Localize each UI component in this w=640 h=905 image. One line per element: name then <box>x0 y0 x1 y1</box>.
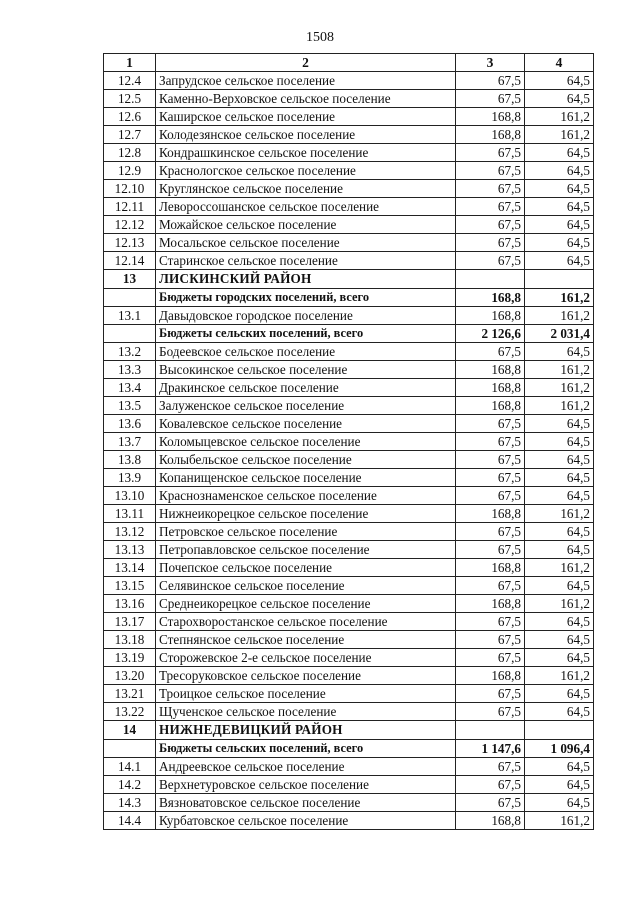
table-row <box>104 703 594 721</box>
row-number-cell: 13.6 <box>104 415 156 433</box>
value-col4-cell: 64,5 <box>525 487 594 505</box>
value-col3-cell: 67,5 <box>456 613 525 631</box>
value-col3-cell: 67,5 <box>456 631 525 649</box>
row-number-cell: 14.1 <box>104 758 156 776</box>
row-number-cell: 13.13 <box>104 541 156 559</box>
settlement-name-cell: Бодеевское сельское поселение <box>156 343 456 361</box>
value-col4-cell: 64,5 <box>525 415 594 433</box>
value-col3-cell: 168,8 <box>456 379 525 397</box>
row-number-cell: 13.19 <box>104 649 156 667</box>
row-number-cell: 13.11 <box>104 505 156 523</box>
table-row <box>104 577 594 595</box>
row-number-cell: 13.20 <box>104 667 156 685</box>
settlement-name-cell: Дракинское сельское поселение <box>156 379 456 397</box>
settlement-name-cell: Давыдовское городское поселение <box>156 307 456 325</box>
value-col3-cell: 67,5 <box>456 451 525 469</box>
settlement-name-cell: НИЖНЕДЕВИЦКИЙ РАЙОН <box>156 721 456 740</box>
table-row <box>104 649 594 667</box>
table-row <box>104 307 594 325</box>
table-row <box>104 613 594 631</box>
value-col3-cell: 168,8 <box>456 559 525 577</box>
value-col3-cell: 168,8 <box>456 812 525 830</box>
table-row <box>104 343 594 361</box>
settlement-name-cell: Коломыцевское сельское поселение <box>156 433 456 451</box>
settlement-name-cell: Старохворостанское сельское поселение <box>156 613 456 631</box>
subtotal-row <box>104 289 594 307</box>
value-col3-cell: 1 147,6 <box>456 740 525 758</box>
budget-table <box>103 53 594 830</box>
settlement-name-cell: Копанищенское сельское поселение <box>156 469 456 487</box>
value-col3-cell: 67,5 <box>456 703 525 721</box>
table-row <box>104 433 594 451</box>
table-row <box>104 252 594 270</box>
row-number-cell: 14.2 <box>104 776 156 794</box>
settlement-name-cell: Залуженское сельское поселение <box>156 397 456 415</box>
value-col4-cell: 64,5 <box>525 234 594 252</box>
value-col3-cell: 67,5 <box>456 487 525 505</box>
value-col3-cell: 67,5 <box>456 216 525 234</box>
table-row <box>104 631 594 649</box>
table-row <box>104 198 594 216</box>
table-row <box>104 812 594 830</box>
settlement-name-cell: ЛИСКИНСКИЙ РАЙОН <box>156 270 456 289</box>
table-row <box>104 523 594 541</box>
value-col4-cell: 64,5 <box>525 523 594 541</box>
settlement-name-cell: Степнянское сельское поселение <box>156 631 456 649</box>
table-row <box>104 541 594 559</box>
settlement-name-cell: Сторожевское 2-е сельское поселение <box>156 649 456 667</box>
value-col4-cell: 161,2 <box>525 667 594 685</box>
value-col4-cell: 161,2 <box>525 108 594 126</box>
value-col4-cell: 161,2 <box>525 812 594 830</box>
value-col3-cell <box>456 721 525 740</box>
table-row <box>104 451 594 469</box>
row-number-cell: 13.12 <box>104 523 156 541</box>
value-col4-cell: 64,5 <box>525 252 594 270</box>
settlement-name-cell: Бюджеты сельских поселений, всего <box>156 325 456 343</box>
settlement-name-cell: Высокинское сельское поселение <box>156 361 456 379</box>
value-col3-cell: 168,8 <box>456 397 525 415</box>
value-col3-cell: 67,5 <box>456 343 525 361</box>
value-col4-cell: 161,2 <box>525 559 594 577</box>
value-col3-cell: 67,5 <box>456 433 525 451</box>
settlement-name-cell: Колодезянское сельское поселение <box>156 126 456 144</box>
value-col3-cell: 67,5 <box>456 162 525 180</box>
page-number: 1508 <box>306 30 334 45</box>
row-number-cell: 13.17 <box>104 613 156 631</box>
table-row <box>104 559 594 577</box>
settlement-name-cell: Колыбельское сельское поселение <box>156 451 456 469</box>
settlement-name-cell: Краснознаменское сельское поселение <box>156 487 456 505</box>
row-number-cell: 12.12 <box>104 216 156 234</box>
value-col4-cell: 64,5 <box>525 343 594 361</box>
value-col3-cell: 67,5 <box>456 469 525 487</box>
row-number-cell: 13.1 <box>104 307 156 325</box>
table-row <box>104 180 594 198</box>
settlement-name-cell: Можайское сельское поселение <box>156 216 456 234</box>
value-col4-cell <box>525 721 594 740</box>
value-col3-cell: 67,5 <box>456 72 525 90</box>
value-col4-cell: 64,5 <box>525 541 594 559</box>
table-row <box>104 361 594 379</box>
table-row <box>104 469 594 487</box>
district-header-row <box>104 270 594 289</box>
settlement-name-cell: Мосальское сельское поселение <box>156 234 456 252</box>
value-col4-cell: 64,5 <box>525 433 594 451</box>
row-number-cell: 12.8 <box>104 144 156 162</box>
value-col3-cell: 67,5 <box>456 776 525 794</box>
settlement-name-cell: Вязноватовское сельское поселение <box>156 794 456 812</box>
value-col4-cell <box>525 270 594 289</box>
row-number-cell: 13.2 <box>104 343 156 361</box>
row-number-cell <box>104 740 156 758</box>
settlement-name-cell: Старинское сельское поселение <box>156 252 456 270</box>
value-col4-cell: 2 031,4 <box>525 325 594 343</box>
value-col4-cell: 161,2 <box>525 379 594 397</box>
settlement-name-cell: Андреевское сельское поселение <box>156 758 456 776</box>
value-col4-cell: 64,5 <box>525 144 594 162</box>
value-col4-cell: 161,2 <box>525 289 594 307</box>
table-row <box>104 415 594 433</box>
value-col3-cell: 67,5 <box>456 252 525 270</box>
table-row <box>104 667 594 685</box>
row-number-cell: 13.5 <box>104 397 156 415</box>
value-col4-cell: 64,5 <box>525 451 594 469</box>
value-col4-cell: 1 096,4 <box>525 740 594 758</box>
row-number-cell: 12.5 <box>104 90 156 108</box>
value-col4-cell: 64,5 <box>525 649 594 667</box>
row-number-cell <box>104 289 156 307</box>
row-number-cell: 13.22 <box>104 703 156 721</box>
value-col3-cell: 168,8 <box>456 289 525 307</box>
settlement-name-cell: Левороссошанское сельское поселение <box>156 198 456 216</box>
settlement-name-cell: Бюджеты городских поселений, всего <box>156 289 456 307</box>
row-number-cell: 12.14 <box>104 252 156 270</box>
settlement-name-cell: Петропавловское сельское поселение <box>156 541 456 559</box>
table-row <box>104 776 594 794</box>
settlement-name-cell: Петровское сельское поселение <box>156 523 456 541</box>
value-col4-cell: 64,5 <box>525 758 594 776</box>
row-number-cell: 13.10 <box>104 487 156 505</box>
row-number-cell: 14 <box>104 721 156 740</box>
value-col4-cell: 64,5 <box>525 685 594 703</box>
column-header-4: 4 <box>525 54 594 72</box>
row-number-cell: 13.16 <box>104 595 156 613</box>
row-number-cell: 12.6 <box>104 108 156 126</box>
value-col4-cell: 161,2 <box>525 126 594 144</box>
value-col4-cell: 161,2 <box>525 595 594 613</box>
settlement-name-cell: Троицкое сельское поселение <box>156 685 456 703</box>
table-row <box>104 379 594 397</box>
subtotal-row <box>104 740 594 758</box>
value-col4-cell: 64,5 <box>525 613 594 631</box>
settlement-name-cell: Круглянское сельское поселение <box>156 180 456 198</box>
settlement-name-cell: Кондрашкинское сельское поселение <box>156 144 456 162</box>
table-row <box>104 144 594 162</box>
row-number-cell: 12.10 <box>104 180 156 198</box>
value-col3-cell: 67,5 <box>456 577 525 595</box>
table-row <box>104 758 594 776</box>
value-col3-cell <box>456 270 525 289</box>
value-col4-cell: 64,5 <box>525 703 594 721</box>
row-number-cell: 13.18 <box>104 631 156 649</box>
value-col4-cell: 161,2 <box>525 505 594 523</box>
column-header-2: 2 <box>156 54 456 72</box>
row-number-cell: 12.7 <box>104 126 156 144</box>
row-number-cell: 13.9 <box>104 469 156 487</box>
value-col4-cell: 64,5 <box>525 90 594 108</box>
value-col3-cell: 67,5 <box>456 415 525 433</box>
column-header-1: 1 <box>104 54 156 72</box>
table-body <box>104 72 594 830</box>
value-col3-cell: 168,8 <box>456 667 525 685</box>
table-row <box>104 90 594 108</box>
settlement-name-cell: Тресоруковское сельское поселение <box>156 667 456 685</box>
value-col3-cell: 67,5 <box>456 90 525 108</box>
district-header-row <box>104 721 594 740</box>
value-col4-cell: 64,5 <box>525 794 594 812</box>
row-number-cell: 13.15 <box>104 577 156 595</box>
row-number-cell: 13 <box>104 270 156 289</box>
value-col3-cell: 168,8 <box>456 595 525 613</box>
table-row <box>104 72 594 90</box>
settlement-name-cell: Щученское сельское поселение <box>156 703 456 721</box>
value-col3-cell: 67,5 <box>456 685 525 703</box>
row-number-cell: 13.8 <box>104 451 156 469</box>
row-number-cell: 14.4 <box>104 812 156 830</box>
row-number-cell: 14.3 <box>104 794 156 812</box>
settlement-name-cell: Почепское сельское поселение <box>156 559 456 577</box>
row-number-cell: 12.11 <box>104 198 156 216</box>
value-col3-cell: 168,8 <box>456 505 525 523</box>
value-col3-cell: 67,5 <box>456 180 525 198</box>
value-col4-cell: 64,5 <box>525 776 594 794</box>
value-col4-cell: 161,2 <box>525 361 594 379</box>
value-col4-cell: 64,5 <box>525 72 594 90</box>
settlement-name-cell: Ковалевское сельское поселение <box>156 415 456 433</box>
row-number-cell: 13.4 <box>104 379 156 397</box>
settlement-name-cell: Селявинское сельское поселение <box>156 577 456 595</box>
table-header-row <box>104 54 594 72</box>
table-row <box>104 505 594 523</box>
value-col3-cell: 168,8 <box>456 307 525 325</box>
subtotal-row <box>104 325 594 343</box>
value-col4-cell: 64,5 <box>525 469 594 487</box>
row-number-cell: 13.3 <box>104 361 156 379</box>
value-col3-cell: 67,5 <box>456 144 525 162</box>
table-row <box>104 108 594 126</box>
settlement-name-cell: Краснологское сельское поселение <box>156 162 456 180</box>
row-number-cell: 12.4 <box>104 72 156 90</box>
value-col3-cell: 67,5 <box>456 234 525 252</box>
value-col3-cell: 67,5 <box>456 794 525 812</box>
row-number-cell: 13.7 <box>104 433 156 451</box>
value-col4-cell: 64,5 <box>525 631 594 649</box>
value-col4-cell: 161,2 <box>525 397 594 415</box>
settlement-name-cell: Каменно-Верховское сельское поселение <box>156 90 456 108</box>
table-row <box>104 794 594 812</box>
row-number-cell: 12.13 <box>104 234 156 252</box>
value-col4-cell: 64,5 <box>525 198 594 216</box>
settlement-name-cell: Верхнетуровское сельское поселение <box>156 776 456 794</box>
row-number-cell: 12.9 <box>104 162 156 180</box>
value-col3-cell: 67,5 <box>456 541 525 559</box>
value-col3-cell: 67,5 <box>456 649 525 667</box>
value-col4-cell: 64,5 <box>525 162 594 180</box>
table-row <box>104 126 594 144</box>
column-header-3: 3 <box>456 54 525 72</box>
table-row <box>104 234 594 252</box>
value-col3-cell: 67,5 <box>456 198 525 216</box>
table-row <box>104 216 594 234</box>
value-col3-cell: 168,8 <box>456 108 525 126</box>
value-col3-cell: 67,5 <box>456 523 525 541</box>
row-number-cell <box>104 325 156 343</box>
value-col4-cell: 64,5 <box>525 216 594 234</box>
table-row <box>104 685 594 703</box>
settlement-name-cell: Запрудское сельское поселение <box>156 72 456 90</box>
settlement-name-cell: Курбатовское сельское поселение <box>156 812 456 830</box>
value-col4-cell: 161,2 <box>525 307 594 325</box>
table-row <box>104 595 594 613</box>
settlement-name-cell: Среднеикорецкое сельское поселение <box>156 595 456 613</box>
value-col3-cell: 168,8 <box>456 361 525 379</box>
value-col3-cell: 67,5 <box>456 758 525 776</box>
table-row <box>104 397 594 415</box>
value-col3-cell: 168,8 <box>456 126 525 144</box>
row-number-cell: 13.14 <box>104 559 156 577</box>
table-row <box>104 162 594 180</box>
table-row <box>104 487 594 505</box>
value-col4-cell: 64,5 <box>525 577 594 595</box>
settlement-name-cell: Каширское сельское поселение <box>156 108 456 126</box>
settlement-name-cell: Бюджеты сельских поселений, всего <box>156 740 456 758</box>
value-col4-cell: 64,5 <box>525 180 594 198</box>
value-col3-cell: 2 126,6 <box>456 325 525 343</box>
settlement-name-cell: Нижнеикорецкое сельское поселение <box>156 505 456 523</box>
row-number-cell: 13.21 <box>104 685 156 703</box>
